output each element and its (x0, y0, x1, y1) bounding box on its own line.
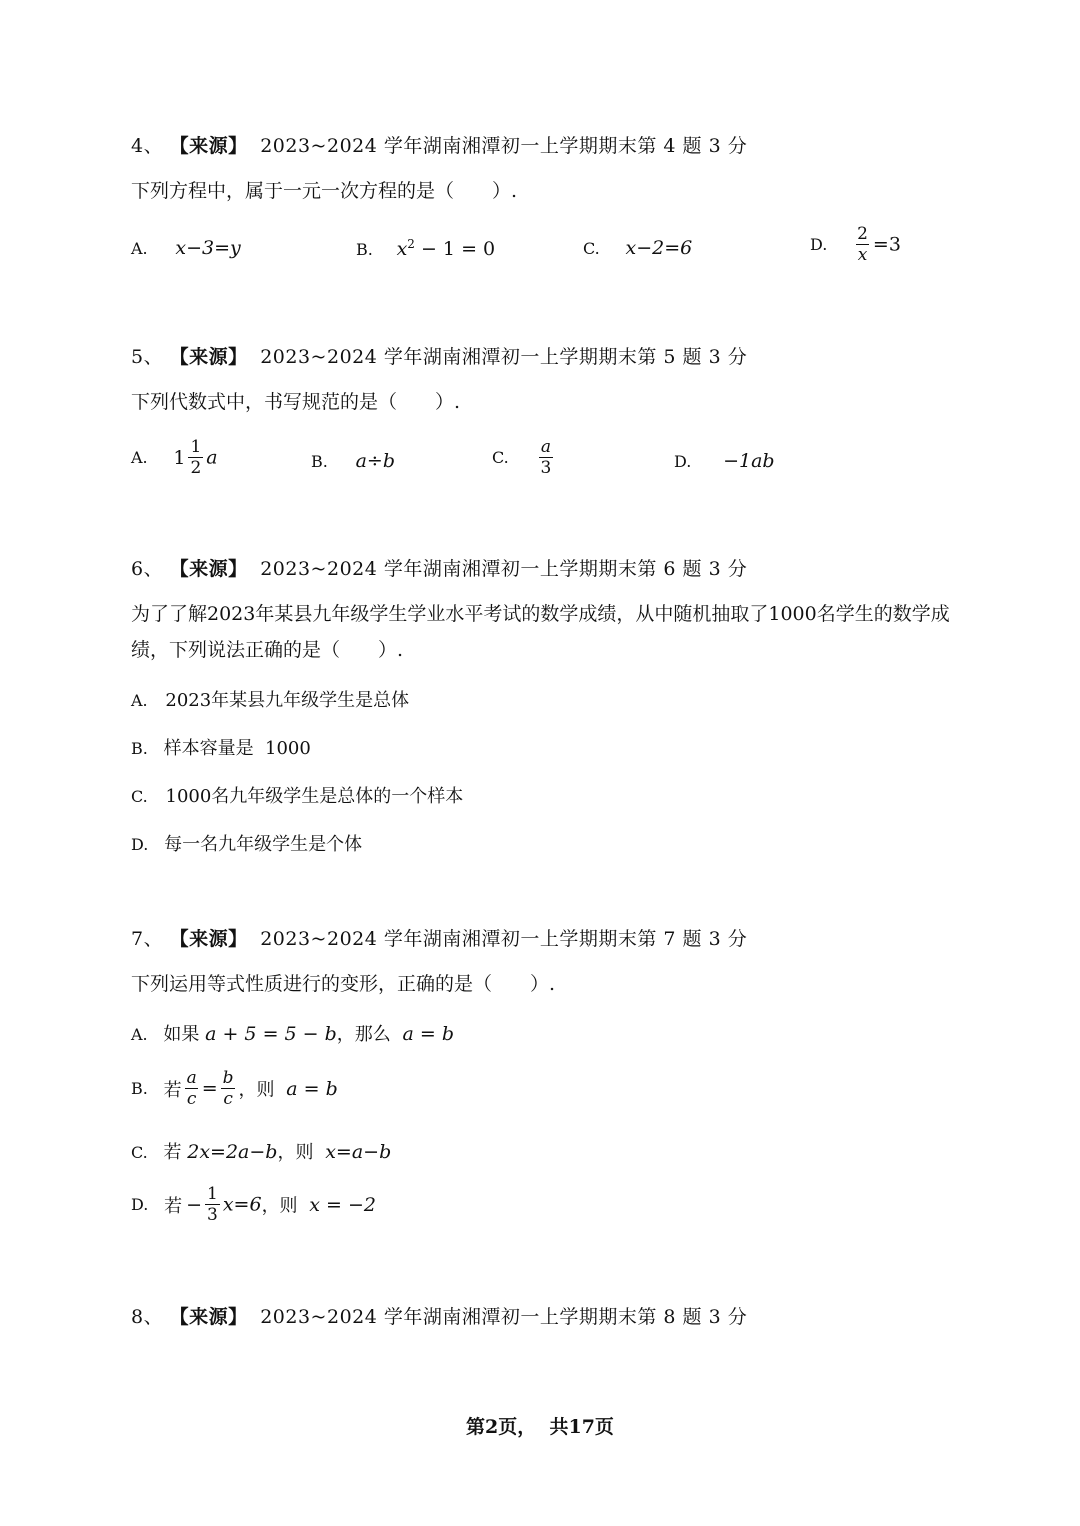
option-fraction (188, 437, 203, 478)
q4-stem: 下列方程中，属于一元一次方程的是（ ）. (131, 180, 518, 202)
page-footer: 第2页， 共17页 (466, 1416, 614, 1438)
option-label: C. (131, 787, 148, 806)
q8-source-text: 2023~2024 学年湖南湘潭初一上学期期末第 8 题 3 分 (260, 1306, 748, 1328)
q6-number: 6、 (131, 558, 164, 580)
option-result: x = −2 (309, 1193, 377, 1216)
q8-header (131, 1302, 747, 1329)
fraction-left (185, 1068, 199, 1109)
fraction-numerator: a (186, 1068, 197, 1088)
q6-option-d[interactable] (131, 830, 362, 856)
option-prefix: 如果 (163, 1024, 200, 1045)
q6-source-text: 2023~2024 学年湖南湘潭初一上学期期末第 6 题 3 分 (260, 558, 748, 580)
option-expr: 2x=2a−b (187, 1141, 278, 1163)
q7-option-a[interactable] (131, 1020, 454, 1046)
option-text: 2023年某县九年级学生是总体 (165, 690, 410, 711)
option-label: A. (131, 691, 148, 710)
q4-source-text: 2023~2024 学年湖南湘潭初一上学期期末第 4 题 3 分 (260, 135, 748, 157)
fraction-numerator: 1 (190, 437, 202, 457)
fraction-right (221, 1068, 236, 1109)
option-label: C. (583, 239, 600, 258)
option-label: A. (131, 1025, 148, 1044)
fraction-numerator: 2 (857, 224, 868, 244)
fraction-denominator: x (857, 245, 868, 265)
q5-option-a[interactable] (131, 437, 218, 478)
option-text: 1000名九年级学生是总体的一个样本 (165, 786, 464, 807)
expr-rest: − 1 = 0 (414, 238, 496, 260)
q6-stem-line1: 为了了解2023年某县九年级学生学业水平考试的数学成绩，从中随机抽取了1000名学生的数学成 (131, 603, 950, 625)
q7-option-d[interactable] (131, 1184, 376, 1225)
q7-option-b[interactable] (131, 1068, 338, 1109)
q7-option-c[interactable] (131, 1138, 391, 1164)
option-mid: ，那么 (336, 1024, 391, 1045)
option-fraction (539, 437, 554, 478)
q4-option-d[interactable] (810, 224, 901, 265)
q7-number: 7、 (131, 928, 164, 950)
fraction-denominator: 2 (190, 458, 202, 478)
mixed-variable: a (206, 446, 218, 469)
q5-number: 5、 (131, 346, 164, 368)
q7-source-tag: 【来源】 (169, 928, 248, 950)
option-label: B. (356, 240, 373, 259)
option-expr: x−3=y (175, 237, 241, 259)
option-mid: ，则 (261, 1195, 298, 1217)
q4-option-b[interactable] (356, 237, 495, 260)
option-expr: x−2=6 (625, 237, 693, 259)
option-label: B. (131, 1079, 148, 1098)
option-expr: a÷b (355, 450, 395, 472)
fraction-denominator: c (223, 1089, 233, 1109)
fraction-denominator: c (186, 1089, 197, 1109)
q5-stem: 下列代数式中，书写规范的是（ ）. (131, 391, 461, 413)
option-expr: x=6 (222, 1193, 262, 1216)
q8-number: 8、 (131, 1306, 164, 1328)
option-label: C. (131, 1143, 148, 1162)
q6-source-tag: 【来源】 (169, 558, 248, 580)
option-text: 每一名九年级学生是个体 (164, 834, 363, 855)
q4-header (131, 131, 747, 158)
expr-base: x (396, 238, 408, 260)
q6-stem-line2: 绩，下列说法正确的是（ ）. (131, 639, 404, 661)
q6-option-a[interactable] (131, 686, 409, 712)
q4-source-tag: 【来源】 (169, 135, 248, 157)
option-prefix: 若 (164, 1195, 183, 1217)
q6-option-b[interactable] (131, 734, 311, 760)
option-label: D. (810, 235, 828, 254)
fraction-numerator: 1 (207, 1184, 218, 1204)
option-result: x=a−b (325, 1141, 392, 1163)
q4-option-c[interactable] (583, 237, 692, 259)
q4-option-a[interactable] (131, 237, 241, 259)
option-expr: a + 5 = 5 − b (205, 1023, 337, 1045)
option-label: D. (131, 1195, 149, 1214)
q7-header (131, 924, 747, 951)
q5-source-text: 2023~2024 学年湖南湘潭初一上学期期末第 5 题 3 分 (260, 346, 748, 368)
option-label: A. (131, 239, 148, 258)
fraction-numerator: a (540, 437, 551, 457)
option-fraction (205, 1184, 220, 1225)
q8-source-tag: 【来源】 (169, 1306, 248, 1328)
option-result: a = b (402, 1023, 455, 1045)
q7-source-text: 2023~2024 学年湖南湘潭初一上学期期末第 7 题 3 分 (260, 928, 748, 950)
q7-stem: 下列运用等式性质进行的变形，正确的是（ ）. (131, 973, 556, 995)
q4-number: 4、 (131, 135, 164, 157)
option-expr-rest: =3 (872, 233, 901, 256)
minus-sign: − (186, 1193, 202, 1216)
fraction-denominator: 3 (207, 1205, 218, 1225)
q5-option-b[interactable] (311, 450, 395, 472)
option-label: C. (492, 448, 509, 467)
q5-option-d[interactable] (674, 450, 775, 472)
option-label: B. (311, 452, 328, 471)
fraction-numerator: b (222, 1068, 234, 1088)
option-label: D. (131, 835, 149, 854)
option-mid: ，则 (277, 1142, 314, 1163)
option-mid: ，则 (238, 1079, 275, 1101)
q6-header (131, 554, 747, 581)
option-label: D. (674, 452, 692, 471)
fraction-denominator: 3 (540, 458, 552, 478)
q5-source-tag: 【来源】 (169, 346, 248, 368)
mixed-whole: 1 (173, 446, 186, 469)
option-result: a = b (286, 1077, 338, 1100)
option-label: A. (131, 448, 148, 467)
expr-sup: 2 (407, 237, 415, 251)
option-label: B. (131, 739, 148, 758)
q6-option-c[interactable] (131, 782, 463, 808)
option-prefix: 若 (163, 1079, 182, 1101)
option-fraction (855, 224, 870, 265)
option-expr: −1ab (723, 450, 775, 472)
option-expr (397, 239, 496, 260)
q5-option-c[interactable] (492, 437, 556, 478)
equals-sign: = (201, 1077, 218, 1100)
q5-header (131, 342, 747, 369)
option-text: 样本容量是 1000 (163, 738, 311, 759)
option-prefix: 若 (163, 1142, 182, 1163)
